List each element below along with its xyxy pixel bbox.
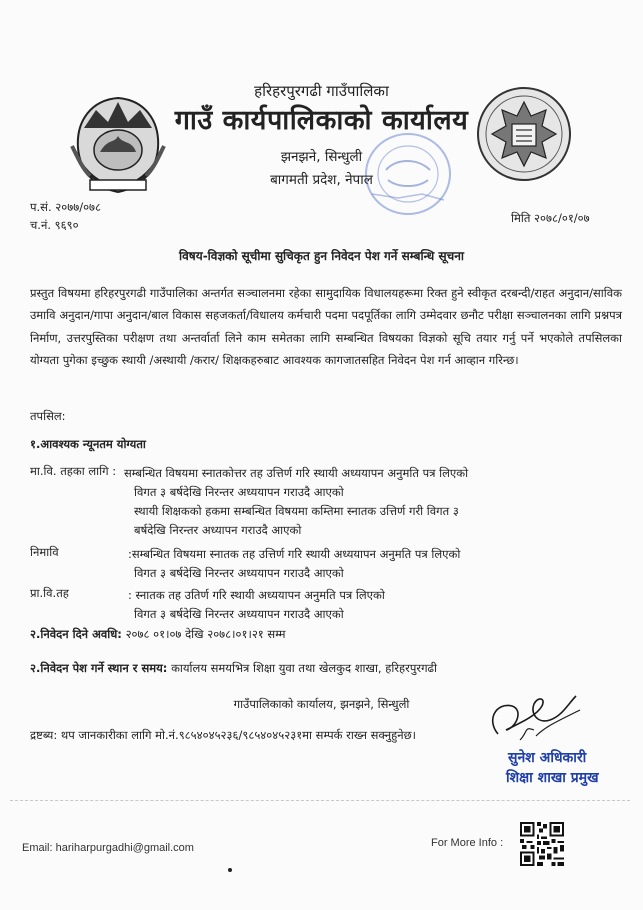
issue-date: मिति २०७८/०१/०७ (511, 211, 590, 225)
qualification-heading: १.आवश्यक न्यूनतम योग्यता (30, 437, 146, 451)
qualification-line: विगत ३ बर्षदेखि निरन्तर अध्ययापन गराउदै आएको (134, 485, 344, 499)
footer-divider (10, 800, 630, 801)
signatory-designation: शिक्षा शाखा प्रमुख (506, 770, 599, 786)
qualification-label-secondary: मा.वि. तहका लागि : (30, 464, 117, 478)
office-title: गाउँ कार्यपालिकाको कार्यालय (174, 105, 469, 136)
municipality-name: हरिहरपुरगढी गाउँपालिका (254, 82, 389, 100)
qualification-line: सम्बन्धित विषयमा स्नातकोत्तर तह उत्तिर्ण गरि स्थायी अध्ययापन अनुमति पत्र लिएको (124, 466, 469, 480)
submission-place-label: २.निवेदन पेश गर्ने स्थान र समय: (30, 661, 168, 675)
qualification-text-primary (128, 586, 385, 624)
qualification-label-primary: प्रा.वि.तह (30, 586, 69, 600)
footer-email: Email: hariharpurgadhi@gmail.com (22, 842, 194, 854)
notice-paragraph: प्रस्तुत विषयमा हरिहरपुरगढी गाउँपालिका अन्तर्गत सञ्चालनमा रहेका सामुदायिक विधालयहरूमा रिक्त हुने स्वीकृत दरबन्दी/राहत अनुदान/साविक उमावि अनुदान/गापा अनुदान/बाल विकास सहजकर्ता/विधालय कर्मचारी पदमा पदपूर्तिका लागि उम्मेदवार छनौट परीक्षा सञ्चालनका लागि प्रश्नपत्र निर्माण, उत्तरपुस्तिका परीक्षण तथा अन्तर्वार्ता लिने काम समेतका लागि सम्बन्धित विषयका विज्ञको सूचि तयार गर्नु पर्ने भएकोले तपसिलका योग्यता पुगेका इच्छुक स्थायी /अस्थायी /करार/ शिक्षकहरुबाट आवश्यक कागजातसहित निवेदन पेश गर्न आव्हान गरिन्छ। (30, 286, 622, 367)
qualification-line: : स्नातक तह उतिर्ण गरि स्थायी अध्ययापन अनुमति पत्र लिएको (128, 588, 385, 602)
qualification-line: विगत ३ बर्षदेखि निरन्तर अध्ययापन गराउदै आएको (134, 607, 344, 621)
signatory-name: सुनेश अधिकारी (508, 750, 587, 766)
province-name: बागमती प्रदेश, नेपाल (270, 172, 373, 188)
qualification-line: स्थायी शिक्षकको हकमा सम्बन्धित विषयमा कम्तिमा स्नातक उत्तिर्ण गरी विगत ३ (134, 504, 459, 518)
qualification-line: बर्षदेखि निरन्तर अध्यापन गराउदै आएको (134, 523, 302, 537)
details-heading: तपसिल: (30, 409, 66, 423)
contact-note: द्रष्टब्य: थप जानकारीका लागि मो.नं.९८५४०४५२३६/९८५४०४५२३१मा सम्पर्क राख्न सक्नुहुनेछ। (30, 728, 417, 742)
submission-place (30, 661, 437, 676)
office-address-line: गाउँपालिकाको कार्यालय, झनझने, सिन्धुली (233, 697, 410, 711)
qualification-text-secondary (124, 464, 468, 540)
page-dot (228, 868, 232, 872)
qualification-line: :सम्बन्धित विषयमा स्नातक तह उत्तिर्ण गरि स्थायी अध्ययापन अनुमति पत्र लिएको (128, 547, 461, 561)
qualification-text-lower-secondary (128, 545, 460, 583)
qr-code-icon (520, 822, 564, 866)
office-location: झनझने, सिन्धुली (280, 149, 363, 165)
qualification-label-lower-secondary: निमावि (30, 545, 59, 559)
qualification-line: विगत ३ बर्षदेखि निरन्तर अध्ययापन गराउदै आएको (134, 566, 344, 580)
footer-more-info: For More Info : (431, 837, 504, 849)
submission-place-value: कार्यालय समयभित्र शिक्षा युवा तथा खेलकुद शाखा, हरिहरपुरगढी (171, 661, 437, 675)
application-period-value: २०७८ ०१।०७ देखि २०७८।०१।२१ सम्म (125, 627, 286, 641)
dispatch-number: च.नं. ९६९० (30, 218, 79, 232)
reference-number: प.सं. २०७७/०७८ (30, 200, 102, 214)
application-period-label: २.निवेदन दिने अवधि: (30, 627, 122, 641)
notice-title: विषय-विज्ञको सूचीमा सुचिकृत हुन निवेदन पेश गर्ने सम्बन्धि सूचना (179, 249, 464, 263)
application-period (30, 627, 286, 642)
